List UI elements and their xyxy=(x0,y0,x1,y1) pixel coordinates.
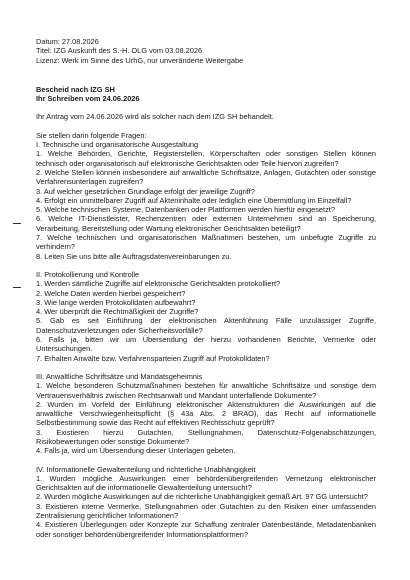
section-title: II. Protokollierung und Kontrolle xyxy=(36,269,140,279)
question-item: 2. Wurden im Vorfeld der Einführung elektronischer Aktenstrukturen die Auswirkungen auf die anwaltliche Verschwiegenheitspflicht (§ 43a Abs. 2 BRAO), das Recht auf informationelle Selbstbestimmung sowie das Recht auf effektiven Rechtsschutz geprüft? xyxy=(36,399,376,428)
question-item: 1. Welche besonderen Schutzmaßnahmen bestehen für anwaltliche Schriftsätze und sonstige dem Vertrauensverhältnis zwischen Rechtsanwalt und Mandant unterfallende Dokumente? xyxy=(36,381,376,400)
question-item: 8. Leiten Sie uns bitte alle Auftragsdatenvereinbarungen zu. xyxy=(36,251,232,261)
date-line: Datum: 27.08.2026 xyxy=(36,37,99,46)
question-item: 3. Auf welcher gesetzlichen Grundlage erfolgt der jeweilige Zugriff? xyxy=(36,186,255,196)
question-item: 4. Falls ja, wird um Übersendung dieser Unterlagen gebeten. xyxy=(36,446,236,456)
question-item: 1. Werden sämtliche Zugriffe auf elektronische Gerichtsakten protokolliert? xyxy=(36,279,281,289)
question-item: 3. Wie lange werden Protokolldaten aufbewahrt? xyxy=(36,297,196,307)
question-item: 1. Welche Behörden, Gerichte, Registerstellen, Körperschaften oder sonstigen Stellen können technisch oder organisatorisch auf elektronische Gerichtsakten oder Teile hiervon zugreifen? xyxy=(36,149,376,168)
heading-line-2: Ihr Schreiben vom 24.06.2026 xyxy=(36,94,140,104)
question-item: 3. Existieren hierzu Gutachten, Stellungnahmen, Datenschutz-Folgenabschätzungen, Risikobewertungen oder sonstige Dokumente? xyxy=(36,427,376,446)
question-item: 2. Welche Daten werden hierbei gespeichert? xyxy=(36,288,186,298)
heading-line-1: Bescheid nach IZG SH xyxy=(36,84,115,94)
question-item: 7. Welche technischen und organisatorischen Maßnahmen bestehen, um unbefugte Zugriffe zu verhindern? xyxy=(36,233,376,252)
section-title: III. Anwaltliche Schriftsätze und Mandatsgeheimnis xyxy=(36,371,203,381)
question-item: 3. Existieren interne Vermerke, Stellungnahmen oder Gutachten zu den Risiken einer umfassenden Zentralisierung gerichtlicher Informationen? xyxy=(36,501,376,521)
section-title: IV. Informationelle Gewaltenteilung und richterliche Unabhängigkeit xyxy=(36,464,256,474)
section-attorney-secrecy xyxy=(36,372,376,456)
section-technical xyxy=(36,140,376,261)
question-item: 4. Wer überprüft die Rechtmäßigkeit der Zugriffe? xyxy=(36,307,199,317)
letter-heading xyxy=(36,85,376,104)
question-item: 5. Gab es seit Einführung der elektronischen Aktenführung Fälle unzulässiger Zugriffe, Datenschutzverletzungen oder Sicherheitsvorfälle? xyxy=(36,316,376,335)
document-body xyxy=(36,37,376,539)
question-item: 6. Falls ja, bitten wir um Übersendung der hierzu vorhandenen Berichte, Vermerke oder Untersuchungen. xyxy=(36,335,376,354)
question-item: 1. Wurden mögliche Auswirkungen einer behördenübergreifenden Vernetzung elektronischer Gerichtsakten auf die informationelle Gewaltenteilung untersucht? xyxy=(36,473,376,493)
section-title: I. Technische und organisatorische Ausgestaltung xyxy=(36,140,199,150)
margin-mark xyxy=(13,223,21,224)
license-line: Lizenz: Werk im Sinne des UrhG, nur unveränderte Weitergabe xyxy=(36,55,244,65)
question-item: 4. Erfolgt ein unmittelbarer Zugriff auf Akteninhalte oder lediglich eine Übermittlung im Einzelfall? xyxy=(36,195,352,205)
section-separation-of-powers xyxy=(36,465,376,539)
question-item: 4. Existieren Überlegungen oder Konzepte zur Schaffung zentraler Datenbestände, Metadatenbanken oder sonstiger behördenübergreifender Informationsplattformen? xyxy=(36,520,376,539)
question-item: 5. Welche technischen Systeme, Datenbanken oder Plattformen werden hierfür eingesetzt? xyxy=(36,205,335,215)
margin-mark xyxy=(13,287,21,288)
title-line: Titel: IZG Auskunft des S.-H. OLG vom 03.08.2026 xyxy=(36,46,203,56)
question-item: 6. Welche IT-Dienstleister, Rechenzentren oder externen Unternehmen sind an Speicherung, Verarbeitung, Bereitstellung oder Wartung elektronischer Gerichtsakten beteiligt? xyxy=(36,214,376,233)
question-item: 2. Welche Stellen können insbesondere auf anwaltliche Schriftsätze, Anlagen, Gutachten oder sonstige Verfahrensunterlagen zugreifen? xyxy=(36,167,376,187)
metadata-block xyxy=(36,37,376,65)
intro-paragraph: Ihr Antrag vom 24.06.2026 wird als solcher nach dem IZG SH behandelt. xyxy=(36,112,274,122)
question-item: 2. Wurden mögliche Auswirkungen auf die richterliche Unabhängigkeit gemäß Art. 97 GG untersucht? xyxy=(36,492,368,502)
questions-lead: Sie stellen darin folgende Fragen: xyxy=(36,130,147,140)
section-logging xyxy=(36,270,376,363)
question-item: 7. Erhalten Anwälte bzw. Verfahrensparteien Zugriff auf Protokolldaten? xyxy=(36,353,270,363)
